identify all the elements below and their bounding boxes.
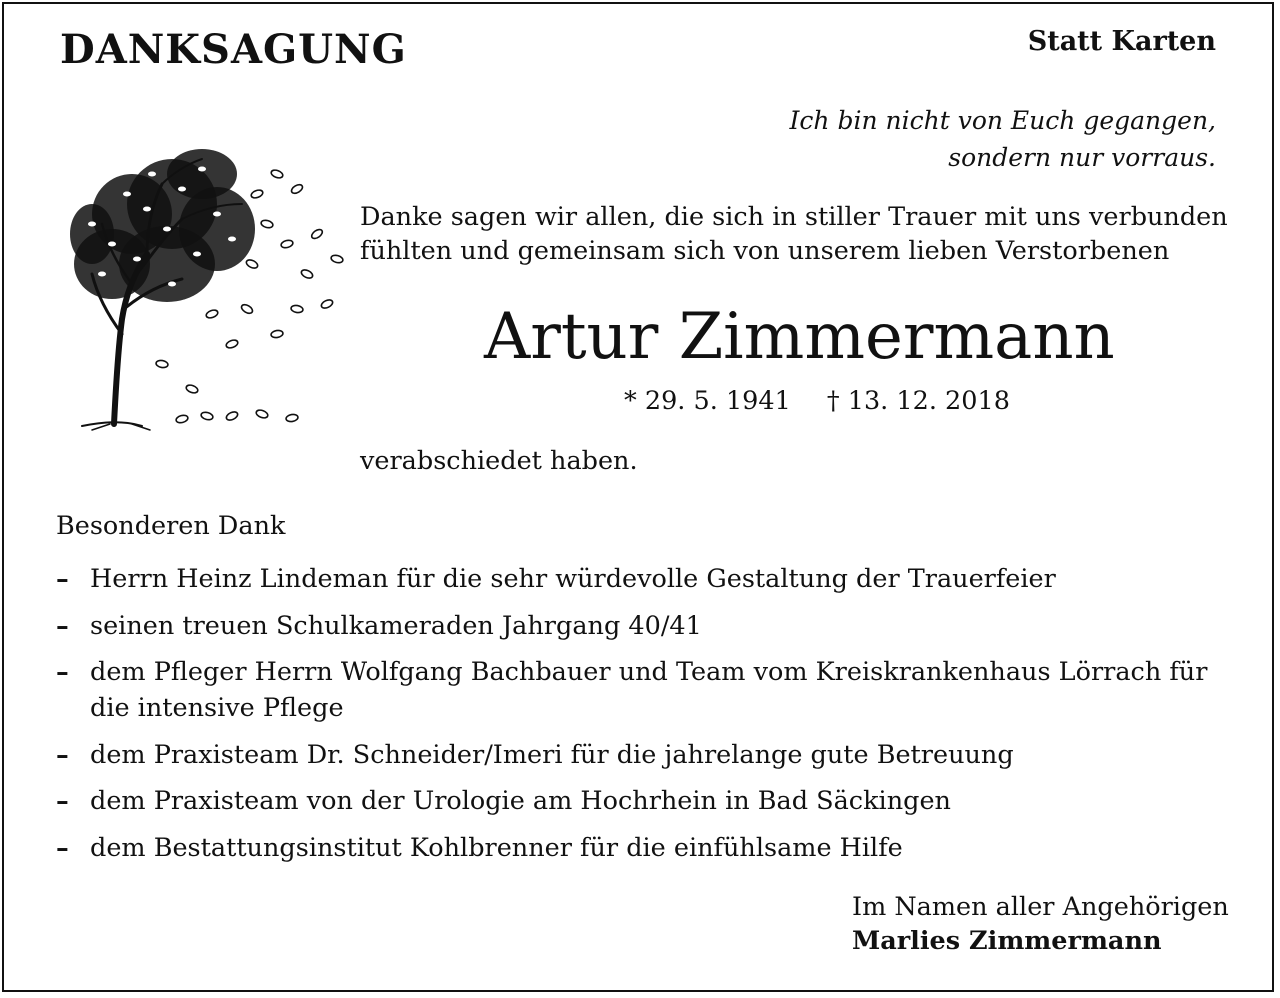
list-item-text: dem Bestattungsinstitut Kohlbrenner für die einfühlsame Hilfe bbox=[90, 832, 903, 863]
special-thanks-heading: Besonderen Dank bbox=[56, 511, 286, 541]
dash-icon: – bbox=[56, 786, 69, 816]
list-item-text: Herrn Heinz Lindeman für die sehr würdevolle Gestaltung der Trauerfeier bbox=[90, 564, 1056, 594]
birth-date: * 29. 5. 1941 bbox=[624, 386, 791, 416]
dash-icon: – bbox=[56, 610, 69, 641]
list-item bbox=[56, 737, 1246, 773]
farewell-text: verabschiedet haben. bbox=[360, 446, 638, 476]
list-item-text: dem Praxisteam Dr. Schneider/Imeri für die jahrelange gute Betreuung bbox=[90, 739, 1014, 770]
list-item bbox=[56, 830, 1246, 866]
list-item-text: dem Praxisteam von der Urologie am Hochrhein in Bad Säckingen bbox=[90, 786, 951, 816]
thanks-list bbox=[56, 561, 1246, 876]
statt-karten-label: Statt Karten bbox=[1027, 26, 1216, 57]
intro-text bbox=[360, 200, 1228, 268]
motto-quote bbox=[790, 102, 1216, 176]
dash-icon: – bbox=[56, 564, 69, 594]
motto-line-1: Ich bin nicht von Euch gegangen, bbox=[789, 106, 1216, 135]
list-item-text-continued: die intensive Pflege bbox=[90, 693, 344, 723]
tree-icon bbox=[52, 134, 352, 439]
list-item-text: dem Pfleger Herrn Wolfgang Bachbauer und Team vom Kreiskrankenhaus Lörrach für bbox=[90, 657, 1208, 687]
life-dates bbox=[624, 386, 1010, 416]
signature-name: Marlies Zimmermann bbox=[852, 926, 1162, 956]
signature-line: Im Namen aller Angehörigen bbox=[852, 892, 1229, 922]
page-title: DANKSAGUNG bbox=[60, 26, 407, 73]
list-item-text: seinen treuen Schulkameraden Jahrgang 40/41 bbox=[90, 610, 702, 641]
death-date: † 13. 12. 2018 bbox=[826, 386, 1010, 416]
deceased-name: Artur Zimmermann bbox=[484, 300, 1115, 374]
list-item bbox=[56, 561, 1246, 597]
intro-line-2: fühlten und gemeinsam sich von unserem lieben Verstorbenen bbox=[360, 236, 1170, 266]
motto-line-2: sondern nur vorraus. bbox=[948, 143, 1216, 172]
dash-icon: – bbox=[56, 739, 69, 770]
intro-line-1: Danke sagen wir allen, die sich in stiller Trauer mit uns verbunden bbox=[360, 202, 1228, 232]
dash-icon: – bbox=[56, 657, 69, 687]
dash-icon: – bbox=[56, 832, 69, 863]
list-item bbox=[56, 783, 1246, 819]
obituary-card bbox=[2, 2, 1274, 992]
list-item bbox=[56, 608, 1246, 644]
list-item bbox=[56, 654, 1246, 726]
